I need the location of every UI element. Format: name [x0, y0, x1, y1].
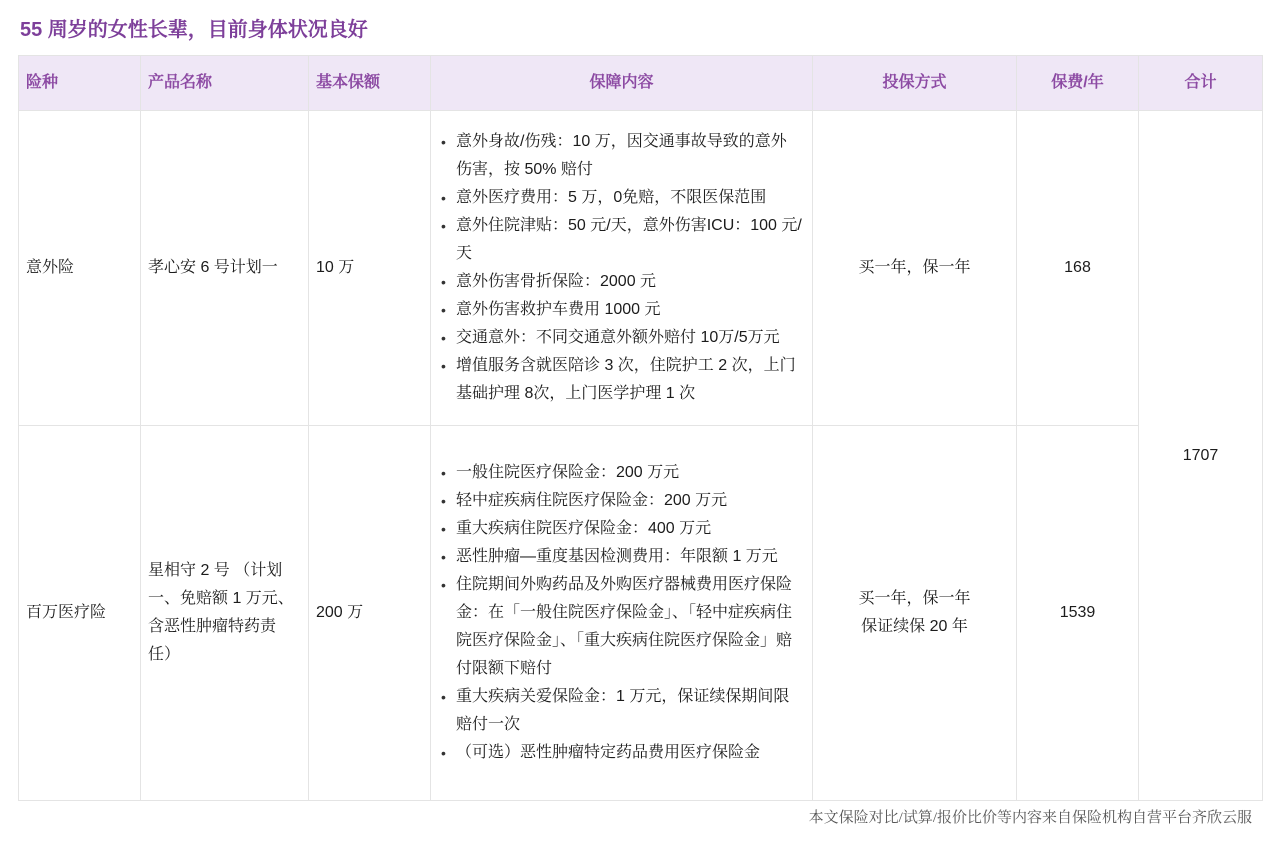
benefit-item: • 一般住院医疗保险金：200 万元	[456, 459, 802, 487]
benefit-item: • 意外伤害救护车费用 1000 元	[456, 296, 802, 324]
benefit-item: • 恶性肿瘤—重度基因检测费用：年限额 1 万元	[456, 543, 802, 571]
cell-insurance-type: 百万医疗险	[19, 426, 141, 801]
cell-premium: 1539	[1017, 426, 1139, 801]
benefit-item: • 轻中症疾病住院医疗保险金：200 万元	[456, 487, 802, 515]
cell-base-amount: 10 万	[309, 111, 431, 426]
header-benefits: 保障内容	[431, 56, 813, 111]
benefit-list	[431, 128, 812, 408]
cell-insurance-type: 意外险	[19, 111, 141, 426]
purchase-method-line: 保证续保 20 年	[861, 618, 968, 635]
benefit-item: • 重大疾病住院医疗保险金：400 万元	[456, 515, 802, 543]
cell-product-name: 孝心安 6 号计划一	[141, 111, 309, 426]
benefit-item: • 住院期间外购药品及外购医疗器械费用医疗保险金：在「一般住院医疗保险金」、「轻中症疾病住院医疗保险金」、「重大疾病住院医疗保险金」赔付限额下赔付	[456, 571, 802, 683]
cell-benefits	[431, 111, 813, 426]
page-title: 55 周岁的女性长辈，目前身体状况良好	[20, 19, 368, 41]
benefit-item: • 意外住院津贴：50 元/天，意外伤害ICU：100 元/天	[456, 212, 802, 268]
benefit-list	[431, 459, 812, 767]
header-base-amount: 基本保额	[309, 56, 431, 111]
purchase-method-line: 买一年，保一年	[858, 590, 971, 607]
benefit-item: • 增值服务含就医陪诊 3 次，住院护工 2 次，上门基础护理 8次，上门医学护理 1 次	[456, 352, 802, 408]
source-note: 本文保险对比/试算/报价比价等内容来自保险机构自营平台齐欣云服	[808, 810, 1252, 826]
benefit-item: • （可选）恶性肿瘤特定药品费用医疗保险金	[456, 739, 802, 767]
benefit-item: • 意外医疗费用：5 万，0免赔，不限医保范围	[456, 184, 802, 212]
cell-purchase-method	[813, 111, 1017, 426]
header-insurance-type: 险种	[19, 56, 141, 111]
purchase-method-line: 买一年，保一年	[858, 259, 971, 276]
cell-base-amount: 200 万	[309, 426, 431, 801]
header-premium: 保费/年	[1017, 56, 1139, 111]
insurance-comparison-table	[18, 55, 1263, 801]
header-total: 合计	[1139, 56, 1263, 111]
header-purchase-method: 投保方式	[813, 56, 1017, 111]
cell-premium: 168	[1017, 111, 1139, 426]
cell-benefits	[431, 426, 813, 801]
cell-total: 1707	[1139, 111, 1263, 801]
cell-purchase-method	[813, 426, 1017, 801]
benefit-item: • 意外伤害骨折保险：2000 元	[456, 268, 802, 296]
benefit-item: • 意外身故/伤残：10 万，因交通事故导致的意外伤害，按 50% 赔付	[456, 128, 802, 184]
benefit-item: • 交通意外：不同交通意外额外赔付 10万/5万元	[456, 324, 802, 352]
header-product-name: 产品名称	[141, 56, 309, 111]
cell-product-name: 星相守 2 号 （计划一、免赔额 1 万元、含恶性肿瘤特药责任）	[141, 426, 309, 801]
benefit-item: • 重大疾病关爱保险金：1 万元，保证续保期间限赔付一次	[456, 683, 802, 739]
